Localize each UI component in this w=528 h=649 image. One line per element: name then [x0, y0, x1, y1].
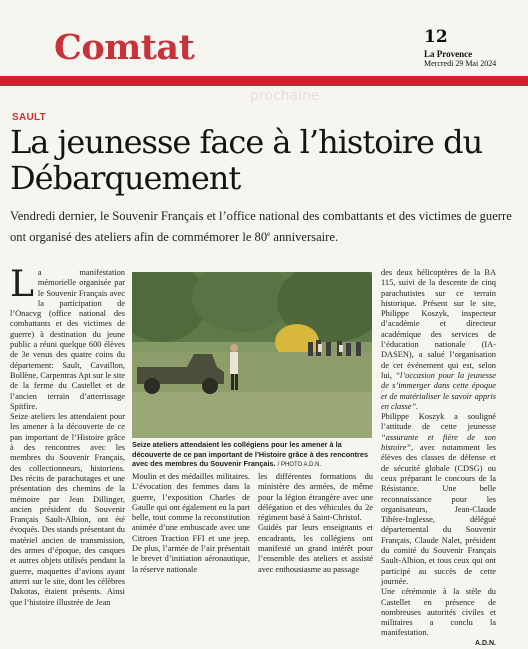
paragraph: les différentes formations du ministère des armées, de même pour la légion étrangère avec une délégation et des véhicules du 2e régiment basé à Saint-Christol. [258, 472, 373, 523]
quote: “l’occasion pour la jeunesse de s’immerger dans cette époque et de matérialiser le savoir appris en classe”. [381, 370, 496, 411]
author-signature: A.D.N. [475, 639, 496, 647]
text-run: des deux hélicoptères de la BA 115, suivi de la descente de cinq parachutistes sur ce terrain historique. Présent sur le site, Philippe Koszyk, inspecteur d’académie et directeur académique des services de l’éducation nationale (IA-DASEN), a salué l’organisation de cet événement qui est, selon lui, [381, 268, 496, 380]
lead-text-end: anniversaire. [270, 230, 339, 245]
article-headline: La jeunesse face à l’histoire du Débarquement [10, 123, 483, 197]
section-title: Comtat [54, 27, 195, 68]
section-rule [0, 76, 528, 86]
photo-scene [132, 272, 372, 438]
text-column-2 [132, 472, 250, 575]
paragraph: Moulin et des médailles militaires. L’évocation des femmes dans la guerre, l’exposition Charles de Gaulle qui ont également eu la part belle, tout comme la reconstitution animée d’une embuscade avec une Citroen Traction FFI et une jeep. De plus, l’armée de l’air présentait le brevet d’initiation aéronautique, la réserve nationale [132, 472, 250, 574]
location-kicker: SAULT [12, 112, 47, 123]
paragraph [381, 268, 496, 412]
paragraph: Guidés par leurs enseignants et encadrants, les collégiens ont manifesté un grand intérêt pour l’ensemble des ateliers et assisté avec enthousiasme au passage [258, 523, 373, 574]
paragraph: a manifestation mémorielle organisée par le Souvenir Français avec la participation de l’Onacvg (office national des combattants et des victimes de guerre) à destination du jeune public a réuni quelque 600 élèves de 3e venus des quatre coins du département: Sault, Cavaillon, Bollène, Carpentras Apt sur le site de la ferme du Castellet et de l’ancien terrain d’atterrissage Spitfire. [10, 268, 125, 411]
bleed-through-text: prochaine [250, 88, 320, 104]
caption-text: Seize ateliers attendaient les collégiens pour les amener à la découverte de ce pan important de l’Histoire grâce à des rencontres avec des membres du Souvenir Français. [132, 440, 369, 468]
lead-text: Vendredi dernier, le Souvenir Français et l’office national des combattants et des victimes de guerre ont organisé des ateliers afin de commémorer le 80 [10, 209, 512, 245]
lead-superscript: e [267, 230, 271, 238]
text-column-1 [10, 264, 125, 608]
text-column-3 [258, 472, 373, 575]
article-lead [10, 207, 515, 246]
photo-credit: / PHOTO A.D.N. [277, 462, 322, 468]
paragraph: Seize ateliers les attendaient pour les amener à la découverte de ce pan important de l’Histoire grâce à des rencontres avec les membres du Souvenir Français, des collectionneurs, historiens. Des récits de parachutages et une présentation des chemins de la mémoire par Jean Dillinger, ancien président du Souvenir Français Sault-Albion, ont été évoqués. Des stands présentant du matériel ancien de transmission, des armes d’époque, des casques et autres objets utilisés pendant la guerre, maquettes d’avions ayant atterri sur le site, dont les célèbres Dakotas, étaient présents. Ainsi que l’histoire illustrée de Jean [10, 412, 125, 607]
publication-date: Mercredi 29 Mai 2024 [424, 59, 497, 68]
paragraph: Une cérémonie à la stèle du Castellet en présence de nombreuses autorités civiles et militaires a conclu la manifestation. [381, 587, 496, 638]
page-number: 12 [424, 27, 448, 47]
quote: “assurante et fière de son histoire”, [381, 432, 496, 453]
paragraph [381, 412, 496, 587]
article-photo [132, 272, 372, 438]
photo-caption [132, 440, 372, 471]
newspaper-name: La Provence [424, 49, 473, 59]
text-column-4 [381, 268, 496, 649]
drop-cap: L [10, 264, 34, 305]
text-run: avec notamment les élèves des classes de défense et de sécurité globale (CDSG) ou ceux préparant le concours de la Résistance. Une belle reconnaissance pour les organisateurs, Jean-Claude Tibère-Inglesse, délégué départemental du Souvenir Français, Claude Nalet, président du comité du Souvenir Français Sault-Albion, et tous ceux qui ont participé au succès de cette journée. [381, 443, 496, 586]
text-run: Philippe Koszyk a souligné l’attitude de cette jeunesse [381, 412, 496, 432]
